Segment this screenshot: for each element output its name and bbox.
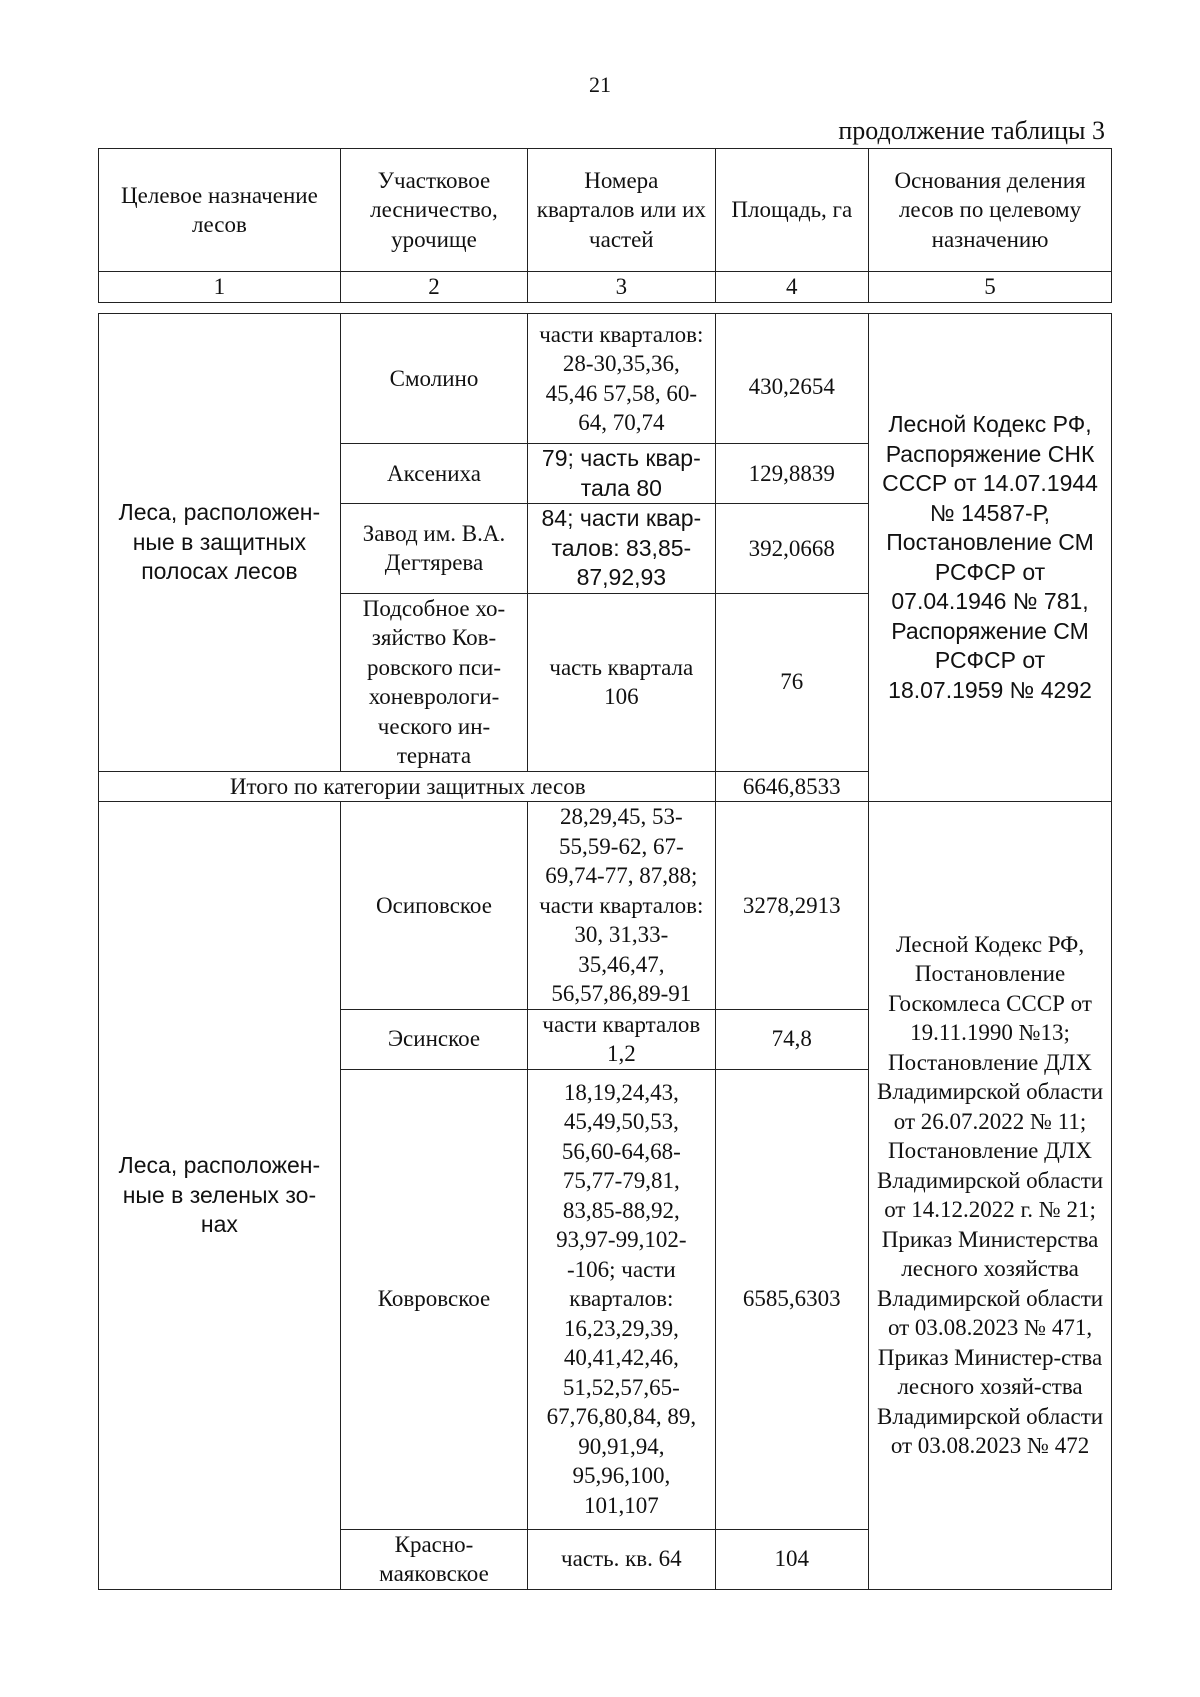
forest-purpose-table	[98, 148, 1112, 1590]
page-number: 21	[589, 72, 611, 97]
column-number: 1	[99, 272, 341, 303]
legal-basis-protective: Лесной Кодекс РФ, Распоряжение СНК СССР от 14.07.1944 № 14587-Р, Постановление СМ РСФСР от 07.04.1946 № 781, Распоряжение СМ РСФСР от 18.07.1959 № 4292	[869, 314, 1112, 802]
table-row	[99, 314, 1112, 444]
area-value: 430,2654	[715, 314, 869, 444]
area-value: 3278,2913	[715, 802, 869, 1010]
forestry-name: Осиповское	[340, 802, 527, 1010]
area-value: 6585,6303	[715, 1069, 869, 1529]
forestry-name: Аксениха	[340, 444, 527, 504]
column-number: 3	[528, 272, 715, 303]
column-number: 2	[340, 272, 527, 303]
quarter-numbers: части кварталов 1,2	[528, 1009, 715, 1069]
forestry-name: Подсобное хо-зяйство Ков-ровского пси-хоневрологи-ческого ин-терната	[340, 593, 527, 771]
continuation-label: продолжение таблицы 3	[838, 116, 1105, 145]
column-number-row	[99, 272, 1112, 303]
forestry-name: Завод им. В.А. Дегтярева	[340, 504, 527, 594]
forestry-name: Смолино	[340, 314, 527, 444]
area-value: 104	[715, 1529, 869, 1589]
purpose-protective-strips: Леса, расположен-ные в защитных полосах лесов	[99, 314, 341, 772]
forestry-name: Красно-маяковское	[340, 1529, 527, 1589]
purpose-green-zones: Леса, расположен-ные в зеленых зо-нах	[99, 802, 341, 1590]
legal-basis-green-zones: Лесной Кодекс РФ, Постановление Госкомлеса СССР от 19.11.1990 №13; Постановление ДЛХ Владимирской области от 26.07.2022 № 11; Постановление ДЛХ Владимирской области от 14.12.2022 г. № 21; Приказ Министерства лесного хозяйства Владимирской области от 03.08.2023 № 471, Приказ Министер-ства лесного хозяй-ства Владимирской области от 03.08.2023 № 472	[869, 802, 1112, 1590]
quarter-numbers: 79; часть квар-тала 80	[528, 444, 715, 504]
quarter-numbers: часть квартала 106	[528, 593, 715, 771]
quarter-numbers: 84; части квар-талов: 83,85-87,92,93	[528, 504, 715, 594]
area-value: 392,0668	[715, 504, 869, 594]
quarter-numbers: часть. кв. 64	[528, 1529, 715, 1589]
header-purpose: Целевое назначение лесов	[99, 149, 341, 272]
area-value: 74,8	[715, 1009, 869, 1069]
table-row	[99, 802, 1112, 1010]
column-number: 5	[869, 272, 1112, 303]
header-basis: Основания деления лесов по целевому назначению	[869, 149, 1112, 272]
quarter-numbers: 28,29,45, 53-55,59-62, 67-69,74-77, 87,88; части кварталов: 30, 31,33-35,46,47, 56,57,86,89-91	[528, 802, 715, 1010]
area-value: 129,8839	[715, 444, 869, 504]
header-forestry: Участковое лесничество, урочище	[340, 149, 527, 272]
total-label: Итого по категории защитных лесов	[99, 771, 716, 802]
header-area: Площадь, га	[715, 149, 869, 272]
quarter-numbers: 18,19,24,43, 45,49,50,53, 56,60-64,68-75,77-79,81, 83,85-88,92, 93,97-99,102--106; части кварталов: 16,23,29,39, 40,41,42,46, 51,52,57,65-67,76,80,84, 89, 90,91,94, 95,96,100, 101,107	[528, 1069, 715, 1529]
forestry-name: Ковровское	[340, 1069, 527, 1529]
header-quarters: Номера кварталов или их частей	[528, 149, 715, 272]
total-area: 6646,8533	[715, 771, 869, 802]
column-number: 4	[715, 272, 869, 303]
quarter-numbers: части кварталов: 28-30,35,36, 45,46 57,58, 60-64, 70,74	[528, 314, 715, 444]
header-row	[99, 149, 1112, 272]
forestry-name: Эсинское	[340, 1009, 527, 1069]
area-value: 76	[715, 593, 869, 771]
